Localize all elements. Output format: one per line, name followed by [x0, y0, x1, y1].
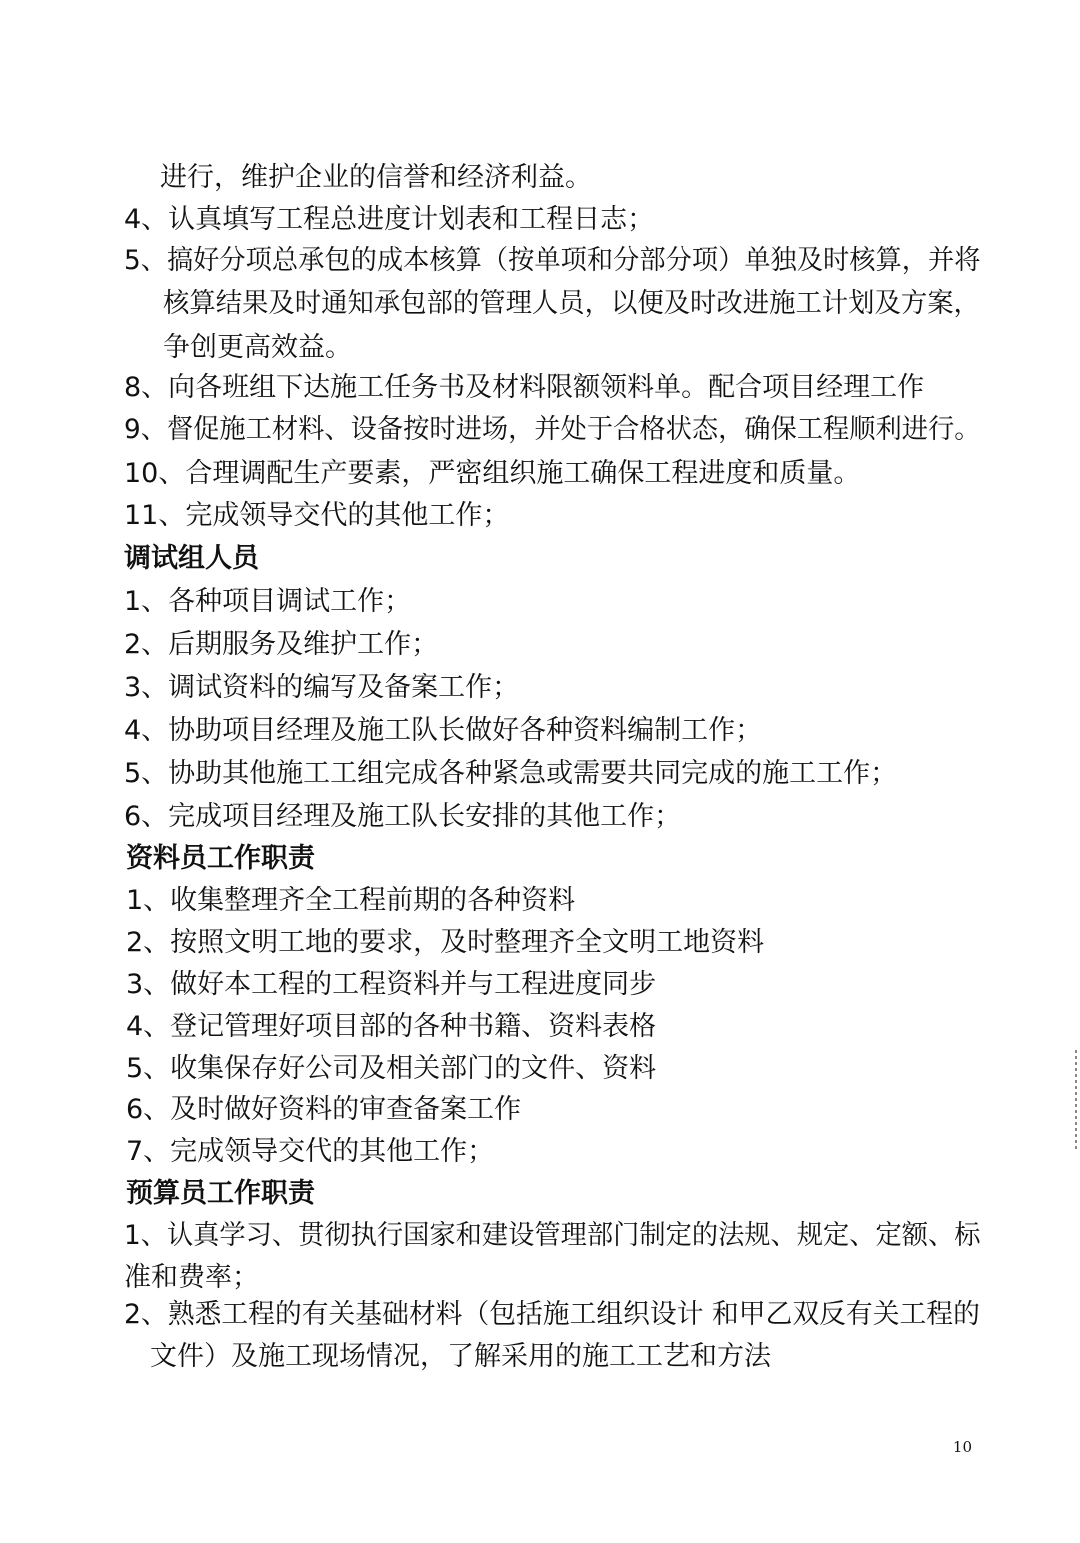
list-item: 5、协助其他施工工组完成各种紧急或需要共同完成的施工工作；	[124, 758, 898, 789]
list-item: 1、各种项目调试工作；	[124, 586, 412, 617]
list-item: 5、搞好分项总承包的成本核算（按单项和分部分项）单独及时核算，并将	[124, 245, 981, 276]
list-item: 4、认真填写工程总进度计划表和工程日志；	[124, 204, 655, 235]
list-item: 2、按照文明工地的要求，及时整理齐全文明工地资料	[126, 927, 765, 958]
section-heading: 预算员工作职责	[126, 1178, 315, 1209]
list-item: 8、向各班组下达施工任务书及材料限额领料单。配合项目经理工作	[124, 372, 925, 403]
list-item: 3、调试资料的编写及备案工作；	[124, 672, 520, 703]
list-item: 11、完成领导交代的其他工作；	[124, 500, 510, 531]
text-line: 争创更高效益。	[163, 332, 352, 363]
page-number: 10	[952, 1438, 972, 1456]
section-heading: 资料员工作职责	[126, 843, 315, 874]
list-item: 2、后期服务及维护工作；	[124, 629, 439, 660]
list-item: 2、熟悉工程的有关基础材料（包括施工组织设计 和甲乙双反有关工程的	[124, 1299, 980, 1330]
list-item: 4、登记管理好项目部的各种书籍、资料表格	[126, 1011, 657, 1042]
section-heading: 调试组人员	[124, 543, 259, 574]
text-line: 文件）及施工现场情况，了解采用的施工工艺和方法	[150, 1341, 771, 1372]
list-item: 1、认真学习、贯彻执行国家和建设管理部门制定的法规、规定、定额、标	[124, 1220, 981, 1251]
list-item: 3、做好本工程的工程资料并与工程进度同步	[126, 969, 657, 1000]
list-item: 5、收集保存好公司及相关部门的文件、资料	[126, 1053, 657, 1084]
text-line: 进行，维护企业的信誉和经济利益。	[160, 162, 592, 193]
list-item: 9、督促施工材料、设备按时进场，并处于合格状态，确保工程顺利进行。	[124, 414, 981, 445]
list-item: 10、合理调配生产要素，严密组织施工确保工程进度和质量。	[124, 458, 861, 489]
list-item: 6、及时做好资料的审查备案工作	[126, 1094, 522, 1125]
list-item: 4、协助项目经理及施工队长做好各种资料编制工作；	[124, 715, 763, 746]
list-item: 7、完成领导交代的其他工作；	[126, 1136, 495, 1167]
text-line: 准和费率；	[124, 1262, 259, 1293]
list-item: 6、完成项目经理及施工队长安排的其他工作；	[124, 801, 682, 832]
scan-edge-mark	[1075, 1050, 1077, 1150]
text-line: 核算结果及时通知承包部的管理人员，以便及时改进施工计划及方案，	[163, 288, 980, 319]
list-item: 1、收集整理齐全工程前期的各种资料	[126, 885, 576, 916]
